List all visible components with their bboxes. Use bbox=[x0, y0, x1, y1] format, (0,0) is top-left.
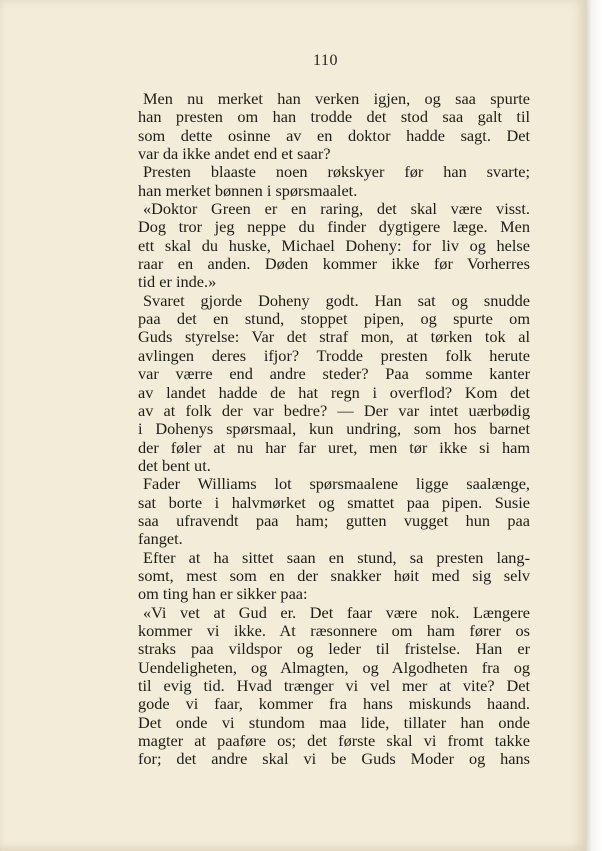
text-line: Svaret gjorde Doheny godt. Han sat og snudde bbox=[143, 290, 530, 310]
text-line: raar en anden. Døden kommer ikke før Vorherres bbox=[138, 254, 530, 274]
text-line: om ting han er sikker paa: bbox=[138, 584, 308, 604]
text-line: Det onde vi stundom maa lide, tillater han onde bbox=[138, 712, 530, 732]
text-line: Dog tror jeg neppe du finder dygtigere læge. Men bbox=[138, 217, 530, 237]
text-line: der føler at nu har far uret, men tør ikke si ham bbox=[138, 437, 530, 457]
text-line: «Vi vet at Gud er. Det faar være nok. Længere bbox=[143, 602, 530, 622]
text-line: gode vi faar, kommer fra hans miskunds haand. bbox=[138, 694, 530, 714]
text-line: han presten om han trodde det stod saa galt til bbox=[138, 107, 530, 127]
text-line: av at folk der var bedre? — Der var intet uærbødig bbox=[138, 400, 530, 420]
text-line: paa det en stund, stoppet pipen, og spurte om bbox=[138, 309, 530, 329]
text-line: fanget. bbox=[138, 529, 183, 549]
text-line: somt, mest som en der snakker høit med sig selv bbox=[138, 565, 530, 585]
text-line: i Dohenys spørsmaal, kun undring, som hos barnet bbox=[138, 419, 530, 439]
text-line: var værre end andre steder? Paa somme kanter bbox=[138, 364, 530, 384]
text-line: Presten blaaste noen røkskyer før han svarte; bbox=[143, 162, 530, 182]
body-text bbox=[138, 90, 530, 769]
text-line: Men nu merket han verken igjen, og saa spurte bbox=[143, 89, 530, 108]
text-line: til evig tid. Hvad trænger vi vel mer at vite? Det bbox=[138, 676, 530, 695]
text-line: straks paa vildspor og leder til fristelse. Han er bbox=[138, 639, 530, 659]
text-line: var da ikke andet end et saar? bbox=[138, 144, 331, 164]
text-line: «Doktor Green er en raring, det skal være visst. bbox=[143, 199, 530, 219]
text-line: saa ufravendt paa ham; gutten vugget hun paa bbox=[138, 510, 530, 530]
text-line: sat borte i halvmørket og smattet paa pipen. Susie bbox=[138, 492, 530, 512]
text-line: magter at paaføre os; det første skal vi fromt takke bbox=[138, 731, 530, 751]
text-line: det bent ut. bbox=[138, 455, 211, 475]
text-line: for; det andre skal vi be Guds Moder og hans bbox=[138, 749, 530, 769]
text-line: av landet hadde de hat regn i overflod? Kom det bbox=[138, 382, 530, 402]
text-line: Uendeligheten, og Almagten, og Algodheten fra og bbox=[138, 657, 530, 677]
text-line: kommer vi ikke. At ræsonnere om ham fører os bbox=[138, 620, 530, 640]
text-line: tid er inde.» bbox=[138, 272, 217, 292]
text-line: Guds styrelse: Var det straf mon, at tørken tok al bbox=[138, 327, 530, 347]
text-line: Efter at ha sittet saan en stund, sa presten lang- bbox=[143, 547, 530, 567]
text-line: som dette osinne av en doktor hadde sagt. Det bbox=[138, 125, 530, 145]
text-line: Fader Williams lot spørsmaalene ligge saalænge, bbox=[143, 474, 530, 494]
scan-edge bbox=[585, 0, 602, 851]
page-number: 110 bbox=[313, 52, 338, 69]
text-line: ett skal du huske, Michael Doheny: for liv og helse bbox=[138, 235, 530, 255]
text-line: avlingen deres ifjor? Trodde presten folk herute bbox=[138, 345, 530, 365]
text-line: han merket bønnen i spørsmaalet. bbox=[138, 180, 358, 200]
